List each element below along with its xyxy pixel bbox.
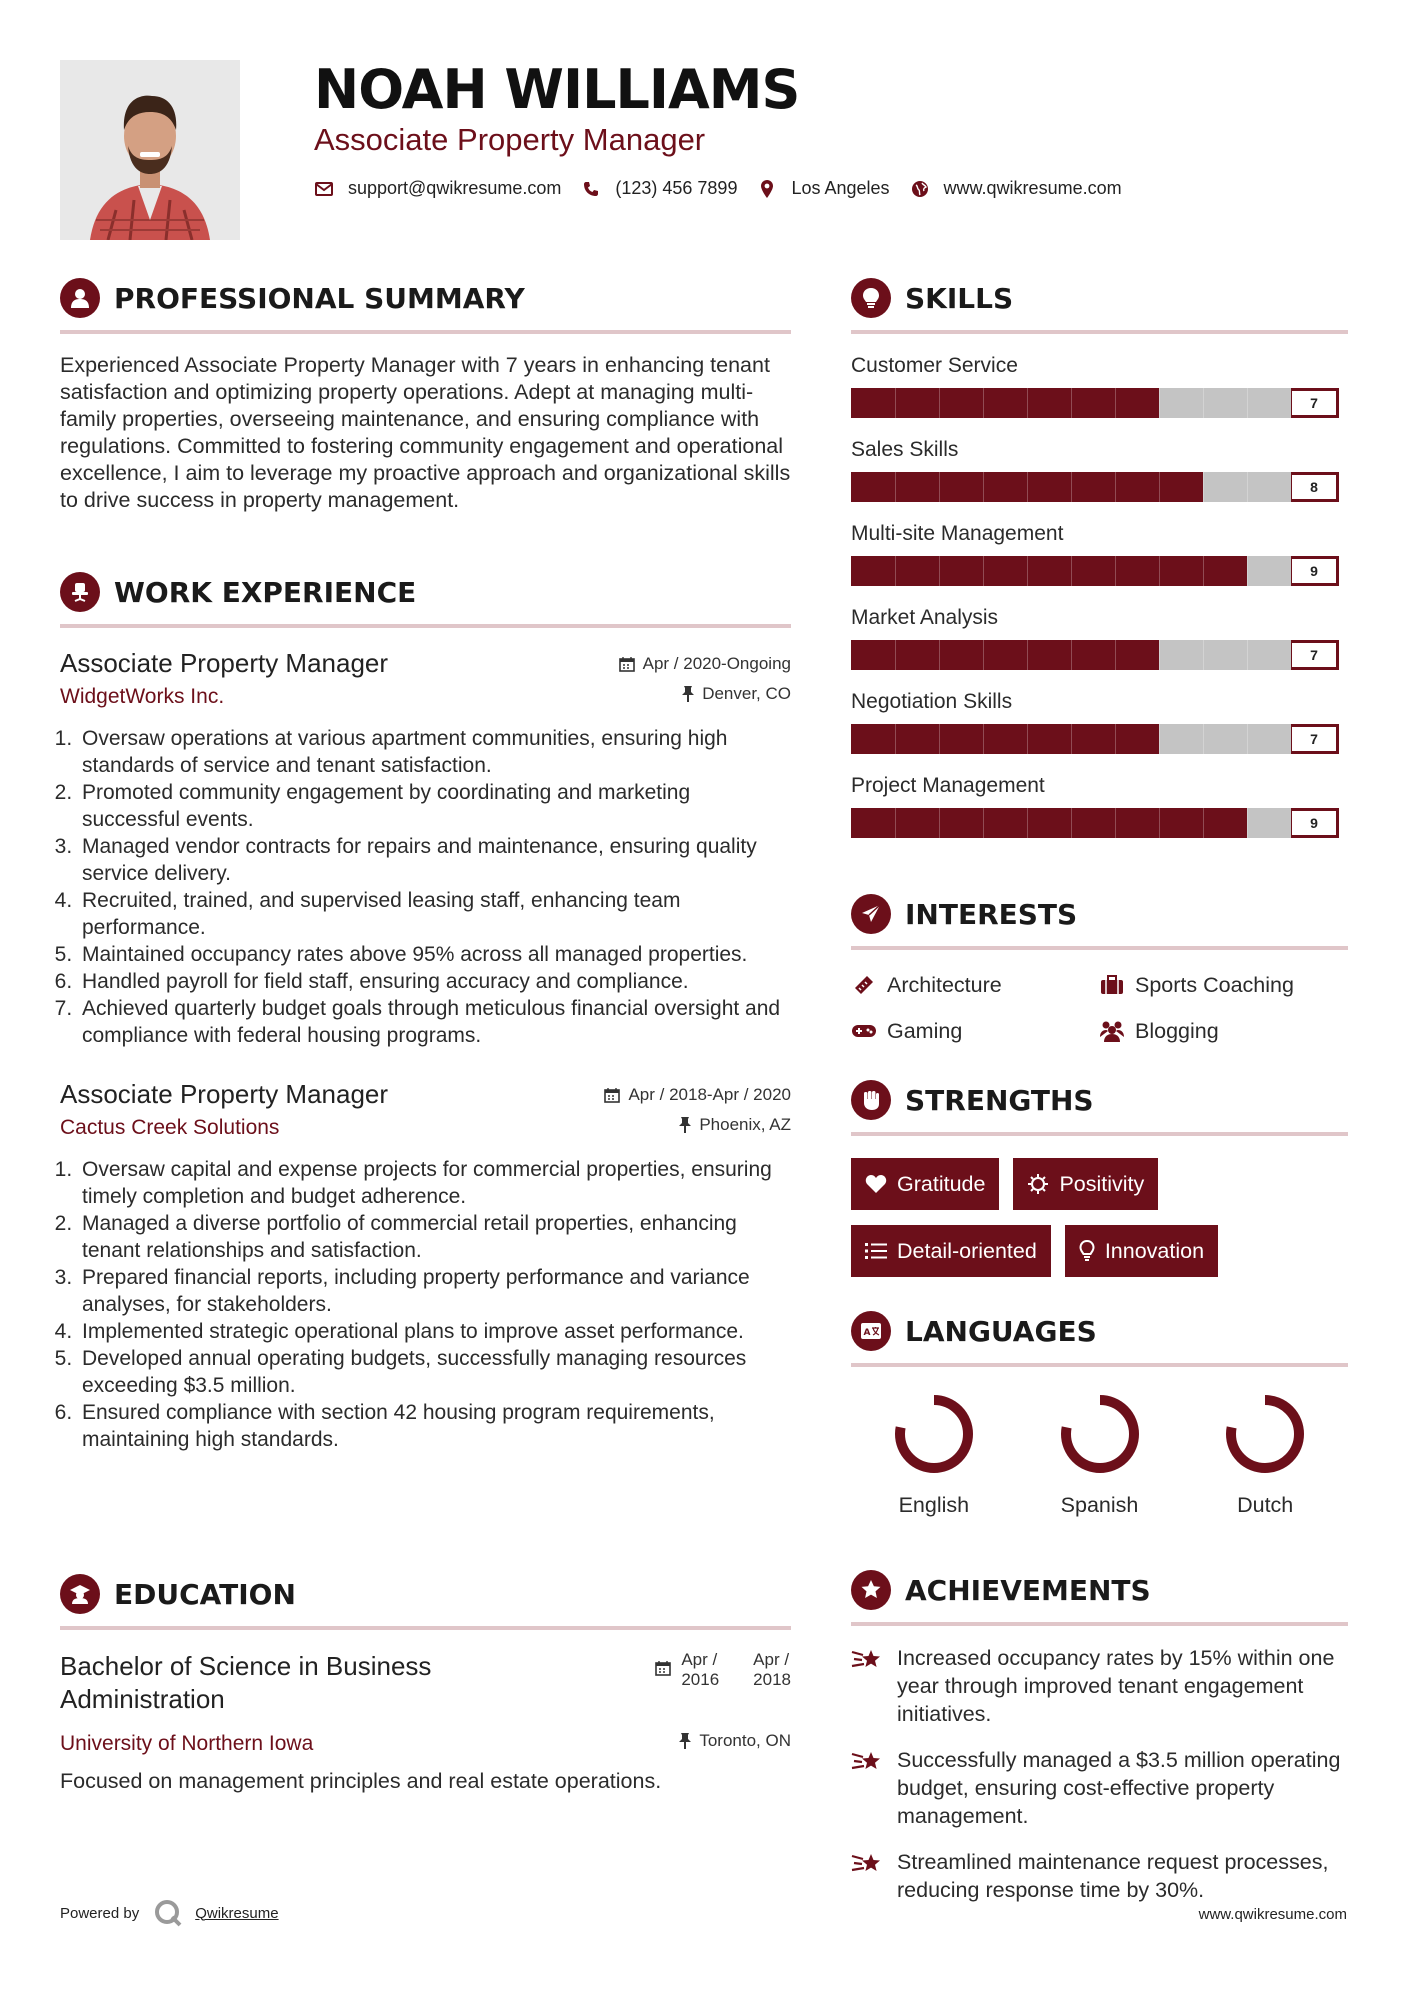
globe-icon bbox=[910, 179, 930, 199]
website-text: www.qwikresume.com bbox=[943, 178, 1122, 198]
contact-location bbox=[757, 178, 889, 199]
skill-level-badge: 7 bbox=[1289, 724, 1339, 754]
start-year: 2016 bbox=[681, 1670, 720, 1689]
skill-bar bbox=[851, 556, 1291, 586]
language-icon bbox=[851, 1311, 891, 1351]
pushpin-icon bbox=[679, 1117, 691, 1133]
list-item: 6. Handled payroll for field staff, ensuring accuracy and compliance. bbox=[78, 968, 791, 995]
shooting-star-icon bbox=[851, 1848, 885, 1904]
skill-bar-fill bbox=[851, 388, 1159, 418]
skill-bar-segment bbox=[895, 388, 896, 418]
job-entry bbox=[60, 1079, 791, 1453]
skill-name: Market Analysis bbox=[851, 606, 999, 629]
skill-bar-fill bbox=[851, 724, 1159, 754]
users-icon bbox=[1099, 1018, 1125, 1044]
skill-name: Negotiation Skills bbox=[851, 690, 1013, 713]
office-chair-icon bbox=[60, 572, 100, 612]
skill-bar-segment bbox=[1027, 640, 1028, 670]
skill-item bbox=[851, 606, 1348, 670]
interests-heading: INTERESTS bbox=[905, 897, 1078, 931]
list-item: 2. Promoted community engagement by coordinating and marketing successful events. bbox=[78, 779, 791, 833]
skill-bar-segment bbox=[983, 808, 984, 838]
start-month: Apr / bbox=[681, 1650, 718, 1669]
section-divider bbox=[60, 330, 791, 334]
list-item: 3. Prepared financial reports, including property performance and variance analyses, for stakeholders. bbox=[78, 1264, 791, 1318]
skill-bar-segment bbox=[1071, 724, 1072, 754]
skill-bar-segment bbox=[895, 724, 896, 754]
list-icon bbox=[865, 1242, 887, 1260]
skill-item bbox=[851, 522, 1348, 586]
list-item: 2. Managed a diverse portfolio of commercial retail properties, enhancing tenant relationships and satisfaction. bbox=[78, 1210, 791, 1264]
skill-bar-segment bbox=[1115, 640, 1116, 670]
language-proficiency-ring bbox=[889, 1389, 979, 1479]
skill-bar-segment bbox=[1115, 388, 1116, 418]
skills-heading: SKILLS bbox=[905, 281, 1014, 315]
skill-bar-segment bbox=[1203, 472, 1204, 502]
job-dates bbox=[619, 654, 791, 674]
skill-bar-segment bbox=[895, 472, 896, 502]
footer-website[interactable]: www.qwikresume.com bbox=[1198, 1906, 1347, 1923]
lightbulb-icon bbox=[1079, 1240, 1095, 1262]
interest-label: Architecture bbox=[887, 972, 1002, 997]
language-item bbox=[1017, 1389, 1183, 1518]
skill-bar-segment bbox=[983, 724, 984, 754]
interest-item bbox=[1099, 1018, 1347, 1044]
interest-item bbox=[851, 972, 1099, 998]
calendar-icon bbox=[604, 1087, 620, 1103]
language-proficiency-arc bbox=[1231, 1400, 1299, 1468]
skill-bar-segment bbox=[1203, 388, 1204, 418]
skill-bar-segment bbox=[1247, 388, 1248, 418]
shooting-star-icon bbox=[851, 1746, 885, 1830]
skill-name: Sales Skills bbox=[851, 438, 959, 461]
job-company: WidgetWorks Inc. bbox=[60, 685, 225, 708]
section-divider bbox=[851, 946, 1348, 950]
strength-tag bbox=[1065, 1225, 1218, 1277]
end-year: 2018 bbox=[753, 1670, 791, 1689]
pushpin-icon bbox=[682, 686, 694, 702]
job-dates-text: Apr / 2018-Apr / 2020 bbox=[628, 1084, 791, 1104]
job-dates bbox=[604, 1085, 791, 1105]
summary-heading: PROFESSIONAL SUMMARY bbox=[114, 281, 525, 315]
skill-bar-fill bbox=[851, 808, 1247, 838]
job-dates-text: Apr / 2020-Ongoing bbox=[642, 653, 791, 673]
achievement-text: Increased occupancy rates by 15% within one year through improved tenant engagement initiatives. bbox=[897, 1646, 1335, 1726]
heart-icon bbox=[865, 1174, 887, 1194]
language-label: English bbox=[898, 1493, 970, 1517]
phone-icon bbox=[581, 179, 601, 199]
skill-bar-segment bbox=[939, 724, 940, 754]
skill-name: Project Management bbox=[851, 774, 1045, 797]
experience-heading: WORK EXPERIENCE bbox=[114, 575, 417, 609]
star-badge-icon bbox=[851, 1570, 891, 1610]
user-icon bbox=[60, 278, 100, 318]
envelope-icon bbox=[314, 179, 334, 199]
skill-level-badge: 7 bbox=[1289, 388, 1339, 418]
skill-bar bbox=[851, 724, 1291, 754]
email-text: support@qwikresume.com bbox=[348, 178, 562, 198]
job-location bbox=[682, 684, 791, 704]
shooting-star-icon bbox=[851, 1644, 885, 1728]
job-location bbox=[679, 1115, 791, 1135]
list-item: 5. Developed annual operating budgets, successfully managing resources exceeding $3.5 million. bbox=[78, 1345, 791, 1399]
interest-label: Gaming bbox=[887, 1018, 963, 1043]
experience-section bbox=[60, 570, 791, 1453]
skill-item bbox=[851, 690, 1348, 754]
skill-bar-segment bbox=[1027, 808, 1028, 838]
calendar-icon bbox=[655, 1660, 671, 1676]
contact-website[interactable] bbox=[910, 178, 1122, 199]
summary-text: Experienced Associate Property Manager with 7 years in enhancing tenant satisfaction and optimizing property operations. Adept at managing multi-family properties, overseeing maintenance, and ensuring compliance with regulations. Committed to fostering community engagement and operational excellence, I aim to leverage my proactive approach and organizational skills to drive success in property management. bbox=[60, 353, 791, 512]
graduate-icon bbox=[60, 1574, 100, 1614]
skill-item bbox=[851, 438, 1348, 502]
strength-tag bbox=[1013, 1158, 1158, 1210]
languages-list bbox=[851, 1389, 1348, 1518]
section-divider bbox=[851, 1622, 1348, 1626]
contact-email[interactable] bbox=[314, 178, 561, 199]
language-item bbox=[1182, 1389, 1348, 1518]
section-divider bbox=[851, 1363, 1348, 1367]
skill-bar-segment bbox=[983, 640, 984, 670]
candidate-title: Associate Property Manager bbox=[314, 122, 706, 157]
skill-bar-segment bbox=[1159, 388, 1160, 418]
skill-bar-segment bbox=[1247, 640, 1248, 670]
list-item: 1. Oversaw operations at various apartment communities, ensuring high standards of service and tenant satisfaction. bbox=[78, 725, 791, 779]
skill-item bbox=[851, 774, 1348, 838]
skill-bar-segment bbox=[1115, 472, 1116, 502]
language-proficiency-ring bbox=[1055, 1389, 1145, 1479]
skill-bar bbox=[851, 388, 1291, 418]
footer-powered-by bbox=[60, 1898, 279, 1928]
language-label: Dutch bbox=[1237, 1493, 1294, 1517]
interests-section bbox=[851, 892, 1348, 1044]
skills-list bbox=[851, 354, 1348, 838]
achievements-list bbox=[851, 1644, 1348, 1904]
achievement-item bbox=[851, 1644, 1348, 1728]
skill-bar-segment bbox=[1071, 472, 1072, 502]
interest-label: Sports Coaching bbox=[1135, 972, 1294, 997]
languages-heading: LANGUAGES bbox=[905, 1314, 1097, 1348]
strengths-heading: STRENGTHS bbox=[905, 1083, 1094, 1117]
skill-meter bbox=[851, 472, 1348, 502]
interest-label: Blogging bbox=[1135, 1018, 1219, 1043]
skill-bar-segment bbox=[1159, 472, 1160, 502]
language-item bbox=[851, 1389, 1017, 1518]
skill-bar-segment bbox=[939, 808, 940, 838]
strength-label: Positivity bbox=[1059, 1171, 1145, 1196]
skill-bar bbox=[851, 808, 1291, 838]
achievement-text: Streamlined maintenance request processes, reducing response time by 30%. bbox=[897, 1850, 1329, 1902]
skill-meter bbox=[851, 808, 1348, 838]
skill-bar-segment bbox=[1027, 388, 1028, 418]
job-title: Associate Property Manager bbox=[60, 1079, 389, 1109]
list-item: 7. Achieved quarterly budget goals through meticulous financial oversight and compliance with federal housing programs. bbox=[78, 995, 791, 1049]
skill-bar-segment bbox=[983, 556, 984, 586]
pencil-ruler-icon bbox=[851, 972, 877, 998]
svg-text:A: A bbox=[863, 1328, 871, 1338]
achievement-item bbox=[851, 1848, 1348, 1904]
school-location-text: Toronto, ON bbox=[699, 1731, 791, 1750]
map-pin-icon bbox=[757, 179, 777, 199]
contact-phone[interactable] bbox=[581, 178, 737, 199]
skill-bar-fill bbox=[851, 640, 1159, 670]
language-proficiency-arc bbox=[900, 1400, 968, 1468]
list-item: 4. Recruited, trained, and supervised leasing staff, enhancing team performance. bbox=[78, 887, 791, 941]
skill-meter bbox=[851, 388, 1348, 418]
job-bullets bbox=[60, 725, 791, 1049]
brand-link[interactable]: Qwikresume bbox=[195, 1904, 279, 1922]
skill-bar-segment bbox=[1071, 640, 1072, 670]
education-heading: EDUCATION bbox=[114, 1577, 296, 1611]
phone-text: (123) 456 7899 bbox=[615, 178, 738, 198]
interest-item bbox=[1099, 972, 1347, 998]
strengths-list bbox=[851, 1158, 1348, 1292]
skill-bar-segment bbox=[939, 472, 940, 502]
achievements-heading: ACHIEVEMENTS bbox=[905, 1573, 1151, 1607]
skill-bar-fill bbox=[851, 556, 1247, 586]
skill-item bbox=[851, 354, 1348, 418]
school-name: University of Northern Iowa bbox=[60, 1732, 314, 1755]
language-proficiency-ring bbox=[1220, 1389, 1310, 1479]
skill-bar-segment bbox=[1071, 388, 1072, 418]
degree-title: Bachelor of Science in Business Administration bbox=[60, 1651, 432, 1714]
skills-section bbox=[851, 276, 1348, 838]
fist-icon bbox=[851, 1080, 891, 1120]
strength-label: Gratitude bbox=[897, 1171, 986, 1196]
job-entry bbox=[60, 648, 791, 1049]
education-start bbox=[681, 1650, 719, 1716]
skill-meter bbox=[851, 640, 1348, 670]
pushpin-icon bbox=[679, 1733, 691, 1749]
list-item: 3. Managed vendor contracts for repairs and maintenance, ensuring quality service delivery. bbox=[78, 833, 791, 887]
skill-bar-segment bbox=[983, 472, 984, 502]
gamepad-icon bbox=[851, 1018, 877, 1044]
skill-bar-segment bbox=[1159, 640, 1160, 670]
calendar-icon bbox=[619, 656, 635, 672]
skill-bar-segment bbox=[939, 640, 940, 670]
skill-bar-segment bbox=[1203, 808, 1204, 838]
candidate-name: NOAH WILLIAMS bbox=[314, 58, 800, 121]
sun-icon bbox=[1027, 1173, 1049, 1195]
list-item: 5. Maintained occupancy rates above 95% across all managed properties. bbox=[78, 941, 791, 968]
paper-plane-icon bbox=[851, 894, 891, 934]
strength-label: Innovation bbox=[1104, 1238, 1205, 1263]
education-dates bbox=[655, 1650, 791, 1716]
skill-bar-segment bbox=[895, 556, 896, 586]
skill-bar bbox=[851, 640, 1291, 670]
location-text: Los Angeles bbox=[791, 178, 890, 198]
languages-section bbox=[851, 1309, 1348, 1518]
skill-bar-segment bbox=[939, 388, 940, 418]
job-bullets bbox=[60, 1156, 791, 1453]
qwikresume-logo-icon bbox=[153, 1898, 183, 1928]
skill-bar-segment bbox=[1071, 556, 1072, 586]
powered-by-text: Powered by bbox=[60, 1904, 140, 1922]
skill-bar-segment bbox=[1203, 556, 1204, 586]
briefcase-icon bbox=[1099, 972, 1125, 998]
job-title: Associate Property Manager bbox=[60, 648, 389, 678]
skill-level-badge: 9 bbox=[1289, 808, 1339, 838]
interest-item bbox=[851, 1018, 1099, 1044]
skill-meter bbox=[851, 724, 1348, 754]
job-location-text: Denver, CO bbox=[702, 684, 791, 703]
achievement-item bbox=[851, 1746, 1348, 1830]
strength-tag bbox=[851, 1158, 999, 1210]
skill-bar-segment bbox=[1115, 556, 1116, 586]
skill-bar-segment bbox=[1203, 640, 1204, 670]
lightbulb-icon bbox=[851, 278, 891, 318]
skill-bar-segment bbox=[1203, 724, 1204, 754]
section-divider bbox=[60, 624, 791, 628]
list-item: 6. Ensured compliance with section 42 housing program requirements, maintaining high standards. bbox=[78, 1399, 791, 1453]
section-divider bbox=[851, 1132, 1348, 1136]
skill-bar-segment bbox=[1159, 556, 1160, 586]
skill-level-badge: 7 bbox=[1289, 640, 1339, 670]
education-end bbox=[753, 1650, 791, 1716]
skill-bar-segment bbox=[1027, 472, 1028, 502]
list-item: 4. Implemented strategic operational plans to improve asset performance. bbox=[78, 1318, 791, 1345]
skill-bar-segment bbox=[1027, 724, 1028, 754]
skill-name: Multi-site Management bbox=[851, 522, 1064, 545]
strength-tag bbox=[851, 1225, 1051, 1277]
skill-bar-segment bbox=[1247, 556, 1248, 586]
achievements-section bbox=[851, 1568, 1348, 1904]
section-divider bbox=[851, 330, 1348, 334]
skill-bar-segment bbox=[1115, 808, 1116, 838]
school-location bbox=[679, 1731, 791, 1751]
skill-bar-segment bbox=[983, 388, 984, 418]
strengths-section bbox=[851, 1078, 1348, 1292]
language-label: Spanish bbox=[1060, 1493, 1139, 1517]
interests-list bbox=[851, 972, 1348, 1044]
skill-bar-segment bbox=[939, 556, 940, 586]
skill-bar-segment bbox=[1027, 556, 1028, 586]
skill-bar-segment bbox=[1115, 724, 1116, 754]
section-divider bbox=[60, 1626, 791, 1630]
education-section bbox=[60, 1572, 791, 1795]
skill-bar-segment bbox=[1071, 808, 1072, 838]
skill-level-badge: 9 bbox=[1289, 556, 1339, 586]
achievement-text: Successfully managed a $3.5 million operating budget, ensuring cost-effective property management. bbox=[897, 1748, 1341, 1828]
job-company: Cactus Creek Solutions bbox=[60, 1116, 280, 1139]
skill-bar-segment bbox=[895, 808, 896, 838]
summary-section bbox=[60, 276, 791, 514]
skill-meter bbox=[851, 556, 1348, 586]
skill-bar-segment bbox=[1247, 724, 1248, 754]
contact-bar bbox=[314, 178, 1142, 199]
education-description: Focused on management principles and real estate operations. bbox=[60, 1769, 662, 1793]
end-month: Apr / bbox=[753, 1650, 790, 1669]
skill-bar-segment bbox=[895, 640, 896, 670]
skill-level-badge: 8 bbox=[1289, 472, 1339, 502]
job-location-text: Phoenix, AZ bbox=[699, 1115, 791, 1134]
profile-photo bbox=[60, 60, 240, 240]
list-item: 1. Oversaw capital and expense projects for commercial properties, ensuring timely completion and budget adherence. bbox=[78, 1156, 791, 1210]
strength-label: Detail-oriented bbox=[897, 1238, 1037, 1263]
skill-bar-segment bbox=[1159, 808, 1160, 838]
skill-bar-segment bbox=[1247, 472, 1248, 502]
skill-name: Customer Service bbox=[851, 354, 1018, 377]
skill-bar-segment bbox=[1247, 808, 1248, 838]
skill-bar-segment bbox=[1159, 724, 1160, 754]
skill-bar bbox=[851, 472, 1291, 502]
language-proficiency-arc bbox=[1066, 1400, 1134, 1468]
